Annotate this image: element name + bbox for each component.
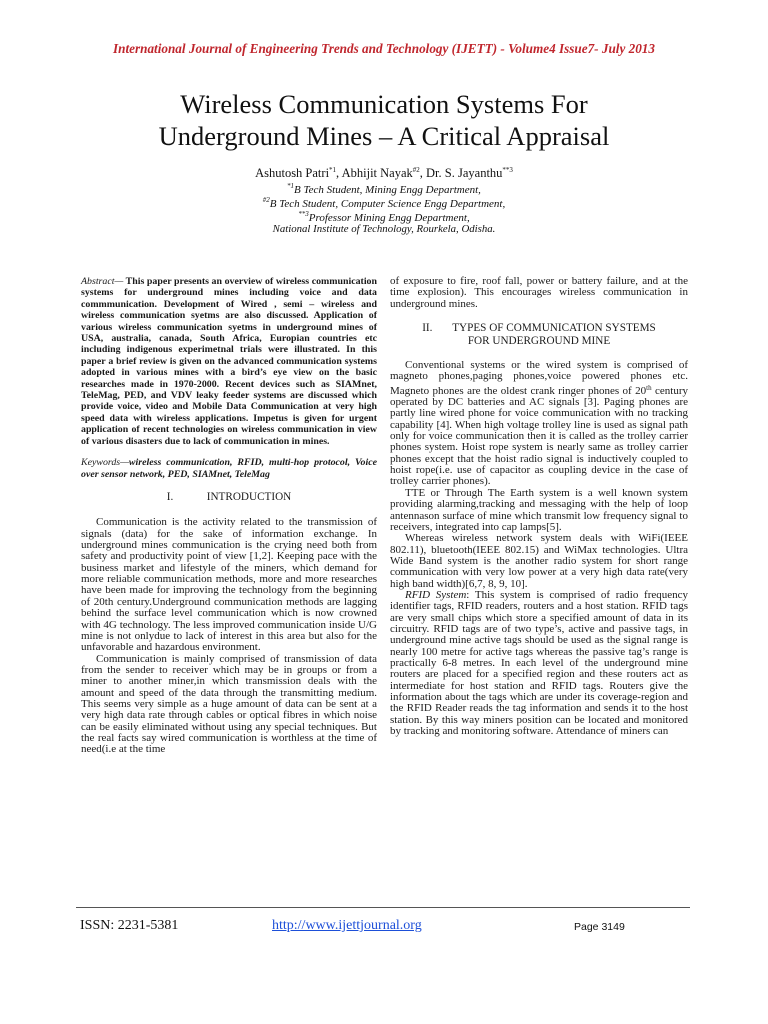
author-2: , Abhijit Nayak <box>336 166 413 180</box>
journal-header: International Journal of Engineering Trends and Technology (IJETT) - Volume4 Issue7- July 2013 <box>113 41 655 56</box>
affiliation-1-text: B Tech Student, Mining Engg Department, <box>294 184 481 196</box>
section-title-line-1: TYPES OF COMMUNICATION SYSTEMS <box>452 322 656 335</box>
types-paragraph-1-a: Conventional systems or the wired system is comprised of magneto phones,paging phones,voice powered phones etc. Magneto phones are the oldest crank ringer phones of 20 <box>390 359 688 397</box>
paper-title <box>60 88 708 152</box>
affiliation-3 <box>0 210 768 224</box>
author-list <box>0 166 768 181</box>
affiliation-3-text: Professor Mining Engg Department, <box>308 212 470 224</box>
section-number: II. <box>422 322 433 335</box>
keywords <box>81 457 377 480</box>
author-3: , Dr. S. Jayanthu <box>419 166 503 180</box>
abstract-text: This paper presents an overview of wireless communication systems for underground mines including voice and data commmunication. Development of Wired , semi – wireless and wireless communication syetms are also discussed. Application of various wireless communication syetms in underground mines of USA, australia, canada, South Africa, Europian countries etc including indigenous experimetnal trials were illustrated. In this paper a brief review is given on the advanced communication systems adopted in various mines with a bird’s eye view on the basic researches made in 1970-2000. Recent devices such as SIAMnet, TeleMag, PED, and VDV leaky feeder systems are discussed which provide voice, video and Mobile Data Communication at very high speed data with wireless applications. Impetus is given for urgent application of recent technologies on wireless communication in view of various disasters due to lack of communication in mines. <box>81 276 377 447</box>
footer-issn: ISSN: 2231-5381 <box>80 918 179 933</box>
ordinal-suffix: th <box>646 383 652 392</box>
journal-website-link[interactable]: http://www.ijettjournal.org <box>272 918 422 933</box>
footer-divider <box>76 907 690 908</box>
keywords-label: Keywords— <box>81 457 129 469</box>
title-line-1: Wireless Communication Systems For <box>180 89 588 119</box>
types-paragraph-3: Whereas wireless network system deals with WiFi(IEEE 802.11), bluetooth(IEEE 802.15) and WiMax technologies. Ultra Wide Band system is the another radio system for short range communication with very low power at a very high data rate(very high band width)[6,7, 8, 9, 10]. <box>390 532 688 590</box>
rfid-label: RFID System <box>405 588 467 601</box>
right-column <box>390 276 688 737</box>
types-paragraph-2: TTE or Through The Earth system is a well known system providing alarming,tracking and messaging with the help of loop antennason surface of mine which transmit low frequency signal to receivers, integrated into cap lamps[5]. <box>390 486 688 533</box>
affiliation-2-mark: #2 <box>262 196 270 204</box>
abstract <box>81 276 377 447</box>
intro-paragraph-1: Communication is the activity related to the transmission of signals (data) for the sake of information exchange. In underground mines communication is the crying need both from safety and productivity point of view [1,2]. Keeping pace with the business market and lifestyle of the miners, which demand for more reliable communication methods, more and more researches have been made for improving the technology from the beginning of 20th century.Underground communication methods are lagging behind the surface level communication which is now crowned with 4G technology. The less improved communication inside U/G mine is not onlydue to lack of interest in this area but also for the unfavorable and hazardous environment. <box>81 516 377 654</box>
page-number: Page 3149 <box>574 921 625 933</box>
section-heading-types <box>390 322 688 347</box>
types-paragraph-1 <box>390 360 688 488</box>
affiliation-1 <box>0 182 768 196</box>
left-column <box>81 276 377 756</box>
rfid-paragraph <box>390 590 688 737</box>
title-line-2: Underground Mines – A Critical Appraisal <box>158 121 610 151</box>
keywords-text: wireless communication, RFID, multi-hop protocol, Voice over sensor network, PED, SIAMnet, TeleMag <box>81 457 377 480</box>
author-2-mark: #2 <box>412 166 420 174</box>
section-heading-introduction <box>81 491 377 504</box>
affiliation-2-text: B Tech Student, Computer Science Engg Department, <box>269 198 506 210</box>
affiliation-institute: National Institute of Technology, Rourkela, Odisha. <box>272 223 496 235</box>
author-1: Ashutosh Patri <box>255 166 330 180</box>
author-3-mark: **3 <box>502 166 513 174</box>
affiliation-1-mark: *1 <box>287 182 295 190</box>
section-title-line-2: FOR UNDERGROUND MINE <box>467 334 611 347</box>
intro-paragraph-2: Communication is mainly comprised of transmission of data from the sender to receiver which may be in groups or from a miner to another miner,in which transmission deals with the amount and speed of the data through the transmitting medium. This seems very simple as a huge amount of data can be sent at a very high data rate through cables or optical fibres in which noise can be easily eliminated without using any special techniques. But the real facts say wired communication is worthless at the time of need(i.e at the time <box>81 652 377 756</box>
affiliation-3-mark: **3 <box>298 210 309 218</box>
abstract-label: Abstract— <box>81 276 124 287</box>
author-1-mark: *1 <box>329 166 337 174</box>
section-number: I. <box>166 490 174 503</box>
rfid-text: : This system is comprised of radio frequency identifier tags, RFID readers, routers and a host station. RFID tags are very small chips which store a specified amount of data in its circuitry. RFID tags are of two type’s, active and passive tags, in underground mine active tags should be used as the signal range is nearly 100 metre for active tags whereas the passive tag’s range is practically 6-8 metres. In each level of the underground mine routers are placed for a specified region and these routers act as intermediate for host station and RFID tags. Routers give the information about the tags which are under its coverage-region and the RFID Reader reads the tag information and sends it to the host station. By this way miners position can be located and monitored by tracking and monitoring software. Attendance of miners can <box>390 588 689 738</box>
types-paragraph-1-b: century operated by DC batteries and AC signals [3]. Paging phones are partly line wired phone for voice communication with no tracking capability [4]. When high voltage trolley line is used as signal path only for voice communication then it is called as the trolley carrier phones system. Hoist rope system is nearly same as trolley carrier phones except that the hoist radio signal is inductively coupled to hoist rope(i.e. use of capacitor as coupling device in the case of trolley carrier phones). <box>390 384 688 488</box>
section-title: INTRODUCTION <box>206 490 292 503</box>
affiliation-2 <box>0 196 768 210</box>
intro-paragraph-continued: of exposure to fire, roof fall, power or battery failure, and at the time explosion). This encourages wireless communication in underground mines. <box>390 275 688 310</box>
